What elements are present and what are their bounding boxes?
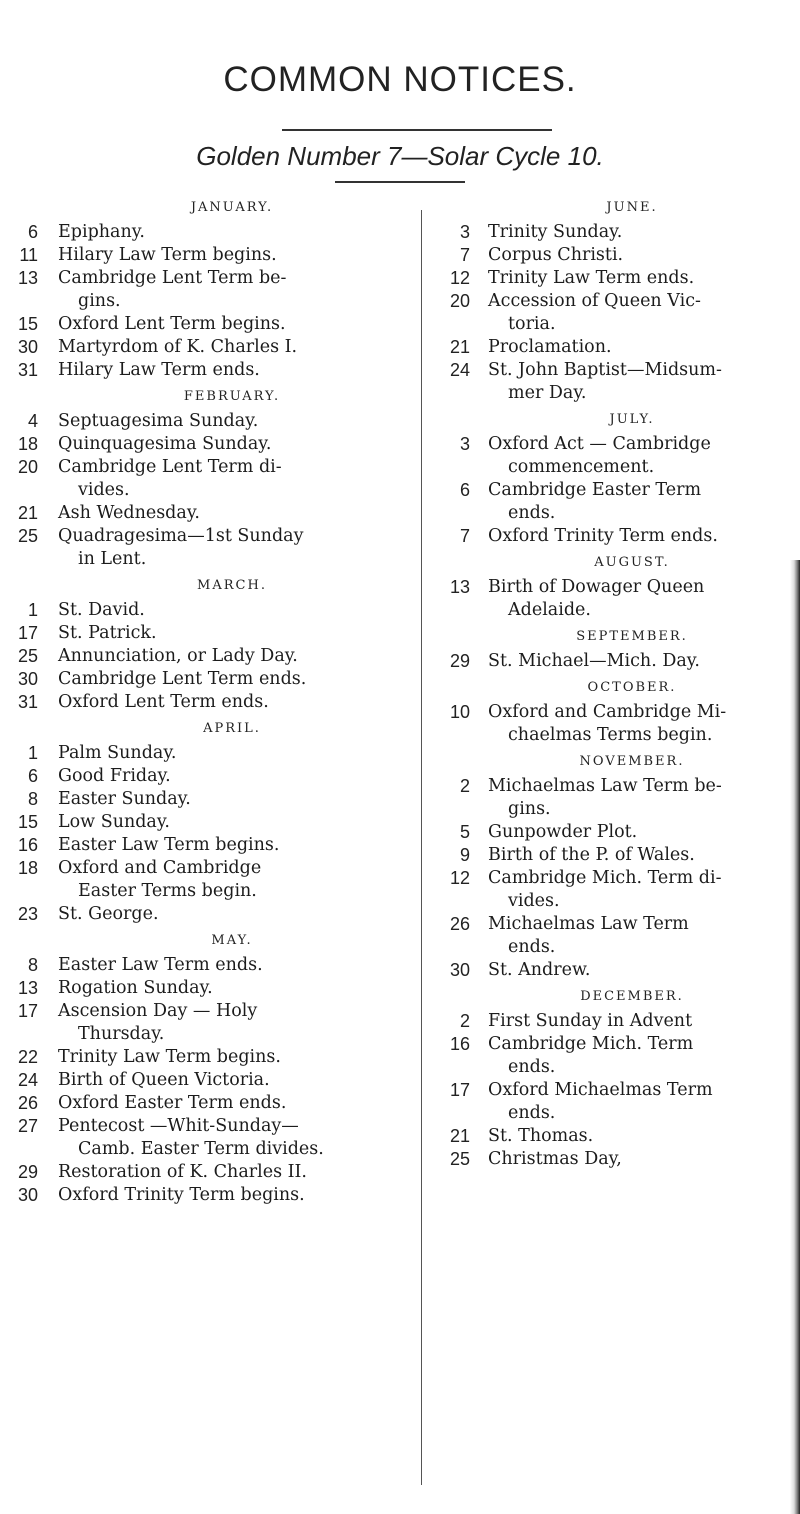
notice-entry	[10, 267, 418, 313]
entry-text	[488, 244, 798, 267]
entry-text	[58, 1069, 418, 1092]
entry-line: Cambridge Lent Term di-	[58, 457, 282, 477]
entry-line-continued: gins.	[508, 799, 551, 819]
notice-entry	[430, 336, 798, 359]
entry-day: 23	[17, 904, 38, 924]
notice-entry	[430, 359, 798, 405]
entry-text	[58, 954, 418, 977]
entry-text	[488, 525, 798, 548]
notice-entry	[430, 576, 798, 622]
entry-line: Cambridge Easter Term	[488, 480, 702, 500]
notice-entry	[10, 691, 418, 714]
entry-day: 20	[449, 291, 470, 311]
entry-line: Oxford Trinity Term ends.	[488, 526, 718, 546]
notice-entry	[10, 857, 418, 903]
entry-line: Septuagesima Sunday.	[58, 411, 259, 431]
month-heading: OCTOBER.	[587, 680, 677, 695]
entry-text	[58, 977, 418, 1000]
entry-text	[488, 1010, 798, 1033]
entry-line: Hilary Law Term ends.	[58, 360, 260, 380]
entry-text	[58, 502, 418, 525]
entry-line-continued: ends.	[508, 1103, 556, 1123]
entry-day: 3	[459, 434, 470, 454]
page-title: COMMON NOTICES.	[223, 60, 577, 99]
entry-line: Accession of Queen Vic-	[488, 291, 701, 311]
entry-day: 24	[17, 1070, 38, 1090]
entry-line-continued: toria.	[508, 314, 556, 334]
notice-entry	[430, 1148, 798, 1171]
entry-line-continued: in Lent.	[78, 549, 147, 569]
notice-entry	[430, 1033, 798, 1079]
month-heading: AUGUST.	[594, 555, 670, 570]
notice-entry	[430, 244, 798, 267]
entry-day: 24	[449, 360, 470, 380]
entry-text	[58, 433, 418, 456]
notice-entry	[10, 336, 418, 359]
entry-text	[488, 290, 798, 336]
notice-entry	[10, 359, 418, 382]
entry-day: 18	[17, 858, 38, 878]
entry-day: 17	[17, 623, 38, 643]
entry-day: 1	[27, 743, 38, 763]
entry-day: 30	[17, 337, 38, 357]
entry-day: 31	[17, 692, 38, 712]
notice-entry	[10, 1184, 418, 1207]
entry-day: 2	[459, 1011, 470, 1031]
entry-day: 13	[17, 268, 38, 288]
entry-day: 29	[17, 1162, 38, 1182]
notice-entry	[10, 1161, 418, 1184]
entry-line: Cambridge Mich. Term di-	[488, 868, 722, 888]
entry-line-continued: chaelmas Terms begin.	[508, 725, 713, 745]
notice-entry	[10, 1092, 418, 1115]
entry-day: 10	[449, 702, 470, 722]
entry-line: Oxford Lent Term ends.	[58, 692, 269, 712]
entry-day: 6	[459, 480, 470, 500]
entry-text	[58, 834, 418, 857]
entry-line-continued: Easter Terms begin.	[78, 881, 257, 901]
entry-day: 21	[449, 337, 470, 357]
notice-entry	[430, 290, 798, 336]
entry-line: Gunpowder Plot.	[488, 822, 638, 842]
notice-entry	[430, 701, 798, 747]
entry-day: 20	[17, 457, 38, 477]
right-column	[430, 193, 798, 1171]
entry-text	[488, 221, 798, 244]
entry-line: St. Michael—Mich. Day.	[488, 651, 700, 671]
entry-day: 22	[17, 1047, 38, 1067]
entry-line-continued: Thursday.	[78, 1024, 165, 1044]
entry-text	[58, 244, 418, 267]
entry-text	[488, 821, 798, 844]
entry-line: Oxford Trinity Term begins.	[58, 1185, 305, 1205]
entry-text	[58, 1161, 418, 1184]
entry-line: Rogation Sunday.	[58, 978, 213, 998]
entry-text	[488, 267, 798, 290]
notice-entry	[10, 599, 418, 622]
entry-day: 30	[449, 960, 470, 980]
entry-text	[488, 959, 798, 982]
entry-text	[488, 701, 798, 747]
entry-line: St. David.	[58, 600, 145, 620]
entry-line-continued: vides.	[508, 891, 560, 911]
entry-text	[58, 903, 418, 926]
entry-text	[488, 650, 798, 673]
title-rule	[282, 129, 552, 131]
entry-day: 25	[449, 1149, 470, 1169]
column-divider	[421, 210, 422, 1485]
notice-entry	[10, 1115, 418, 1161]
entry-day: 27	[17, 1116, 38, 1136]
entry-text	[58, 691, 418, 714]
entry-text	[58, 1115, 418, 1161]
entry-line: St. Patrick.	[58, 623, 157, 643]
notice-entry	[10, 622, 418, 645]
entry-text	[58, 456, 418, 502]
entry-line-continued: Camb. Easter Term divides.	[78, 1139, 324, 1159]
entry-day: 9	[459, 845, 470, 865]
entry-line: Trinity Law Term begins.	[58, 1047, 281, 1067]
entry-day: 12	[449, 268, 470, 288]
entry-line: Cambridge Mich. Term	[488, 1034, 694, 1054]
notice-entry	[430, 221, 798, 244]
notice-entry	[430, 844, 798, 867]
entry-text	[58, 525, 418, 571]
notice-entry	[10, 1000, 418, 1046]
notice-entry	[430, 433, 798, 479]
page-edge-shadow	[790, 560, 800, 1514]
entry-text	[58, 811, 418, 834]
entry-text	[58, 1184, 418, 1207]
entry-day: 8	[27, 955, 38, 975]
entry-text	[58, 788, 418, 811]
entry-line: Birth of Queen Victoria.	[58, 1070, 270, 1090]
entry-text	[488, 336, 798, 359]
month-heading: JULY.	[609, 412, 655, 427]
notice-entry	[430, 913, 798, 959]
entry-day: 31	[17, 360, 38, 380]
notice-entry	[10, 456, 418, 502]
entry-text	[488, 913, 798, 959]
entry-text	[58, 622, 418, 645]
entry-day: 6	[27, 222, 38, 242]
entry-line: Christmas Day,	[488, 1149, 622, 1169]
entry-text	[488, 1079, 798, 1125]
entry-line: Quinquagesima Sunday.	[58, 434, 272, 454]
entry-text	[58, 857, 418, 903]
notice-entry	[10, 811, 418, 834]
notice-entry	[430, 821, 798, 844]
notice-entry	[10, 1046, 418, 1069]
entry-line: St. Andrew.	[488, 960, 591, 980]
notice-entry	[430, 1125, 798, 1148]
entry-day: 16	[449, 1034, 470, 1054]
notice-entry	[10, 765, 418, 788]
notice-entry	[430, 1010, 798, 1033]
notice-entry	[430, 959, 798, 982]
entry-text	[58, 668, 418, 691]
notice-entry	[430, 650, 798, 673]
entry-day: 17	[449, 1080, 470, 1100]
notice-entry	[10, 244, 418, 267]
entry-text	[58, 1092, 418, 1115]
entry-line: Oxford Lent Term begins.	[58, 314, 286, 334]
entry-line: Ash Wednesday.	[58, 503, 200, 523]
entry-day: 13	[17, 978, 38, 998]
entry-day: 11	[19, 245, 38, 265]
month-heading: MARCH.	[197, 578, 267, 593]
notice-entry	[10, 410, 418, 433]
entry-text	[58, 267, 418, 313]
entry-line: Palm Sunday.	[58, 743, 177, 763]
month-heading: JUNE.	[606, 200, 658, 215]
entry-day: 1	[27, 600, 38, 620]
notice-entry	[10, 834, 418, 857]
month-heading: FEBRUARY.	[183, 389, 281, 404]
entry-line: Epiphany.	[58, 222, 145, 242]
entry-line: Oxford and Cambridge	[58, 858, 262, 878]
entry-text	[488, 359, 798, 405]
entry-day: 30	[17, 669, 38, 689]
notice-entry	[10, 742, 418, 765]
entry-day: 7	[459, 526, 470, 546]
entry-line: Easter Sunday.	[58, 789, 191, 809]
notice-entry	[10, 502, 418, 525]
notice-entry	[430, 775, 798, 821]
month-heading: NOVEMBER.	[579, 754, 685, 769]
entry-line: Restoration of K. Charles II.	[58, 1162, 307, 1182]
notice-entry	[10, 788, 418, 811]
entry-line-continued: commencement.	[508, 457, 655, 477]
entry-day: 21	[449, 1126, 470, 1146]
entry-line: Easter Law Term ends.	[58, 955, 263, 975]
entry-day: 17	[17, 1001, 38, 1021]
month-heading: SEPTEMBER.	[576, 629, 688, 644]
entry-day: 13	[449, 577, 470, 597]
entry-text	[488, 844, 798, 867]
entry-day: 25	[17, 646, 38, 666]
entry-day: 21	[17, 503, 38, 523]
entry-day: 25	[17, 526, 38, 546]
notice-entry	[10, 525, 418, 571]
entry-day: 26	[17, 1093, 38, 1113]
notice-entry	[430, 479, 798, 525]
notice-entry	[10, 645, 418, 668]
entry-text	[488, 576, 798, 622]
month-heading: APRIL.	[203, 721, 261, 736]
entry-text	[488, 1125, 798, 1148]
notice-entry	[10, 668, 418, 691]
entry-line-continued: ends.	[508, 1057, 556, 1077]
entry-text	[58, 1046, 418, 1069]
left-column	[10, 193, 418, 1207]
notice-entry	[10, 977, 418, 1000]
entry-day: 15	[17, 812, 38, 832]
entry-line: Good Friday.	[58, 766, 171, 786]
entry-line: Annunciation, or Lady Day.	[58, 646, 298, 666]
entry-day: 12	[449, 868, 470, 888]
notice-entry	[430, 867, 798, 913]
entry-line: Oxford Act — Cambridge	[488, 434, 711, 454]
entry-day: 4	[27, 411, 38, 431]
entry-line: Hilary Law Term begins.	[58, 245, 277, 265]
entry-line: Cambridge Lent Term be-	[58, 268, 287, 288]
entry-day: 15	[17, 314, 38, 334]
entry-line-continued: gins.	[78, 291, 121, 311]
entry-text	[488, 775, 798, 821]
entry-day: 5	[459, 822, 470, 842]
entry-day: 7	[459, 245, 470, 265]
entry-day: 16	[17, 835, 38, 855]
entry-day: 26	[449, 914, 470, 934]
entry-line: Trinity Sunday.	[488, 222, 623, 242]
entry-line: Oxford Michaelmas Term	[488, 1080, 713, 1100]
notice-entry	[10, 221, 418, 244]
subtitle-rule	[335, 181, 465, 183]
entry-text	[58, 765, 418, 788]
entry-day: 8	[27, 789, 38, 809]
notice-entry	[10, 313, 418, 336]
entry-text	[58, 359, 418, 382]
entry-line: Birth of Dowager Queen	[488, 577, 705, 597]
entry-text	[58, 1000, 418, 1046]
entry-line: Low Sunday.	[58, 812, 170, 832]
entry-line: Martyrdom of K. Charles I.	[58, 337, 298, 357]
entry-text	[488, 1148, 798, 1171]
entry-line: St. John Baptist—Midsum-	[488, 360, 722, 380]
month-heading: JANUARY.	[190, 200, 274, 215]
entry-line: St. George.	[58, 904, 159, 924]
entry-text	[488, 433, 798, 479]
entry-day: 30	[17, 1185, 38, 1205]
entry-line: First Sunday in Advent	[488, 1011, 693, 1031]
entry-line: Oxford Easter Term ends.	[58, 1093, 287, 1113]
month-heading: MAY.	[211, 933, 253, 948]
month-heading: DECEMBER.	[580, 989, 684, 1004]
entry-line: Oxford and Cambridge Mi-	[488, 702, 727, 722]
notice-entry	[10, 903, 418, 926]
entry-line: Pentecost —Whit-Sunday—	[58, 1116, 299, 1136]
entry-text	[488, 867, 798, 913]
entry-text	[488, 1033, 798, 1079]
entry-text	[58, 221, 418, 244]
entry-text	[58, 336, 418, 359]
entry-day: 3	[459, 222, 470, 242]
entry-text	[58, 742, 418, 765]
entry-line-continued: vides.	[78, 480, 130, 500]
entry-line: Easter Law Term begins.	[58, 835, 280, 855]
page-subtitle: Golden Number 7—Solar Cycle 10.	[196, 141, 604, 171]
entry-line: Quadragesima—1st Sunday	[58, 526, 304, 546]
entry-line-continued: ends.	[508, 503, 556, 523]
notice-entry	[10, 1069, 418, 1092]
entry-day: 6	[27, 766, 38, 786]
notice-entry	[10, 954, 418, 977]
entry-day: 2	[459, 776, 470, 796]
entry-line: Michaelmas Law Term	[488, 914, 689, 934]
entry-day: 29	[449, 651, 470, 671]
entry-line: St. Thomas.	[488, 1126, 594, 1146]
entry-text	[488, 479, 798, 525]
entry-line: Birth of the P. of Wales.	[488, 845, 695, 865]
notice-entry	[430, 1079, 798, 1125]
notice-entry	[430, 267, 798, 290]
notice-entry	[430, 525, 798, 548]
entry-line: Cambridge Lent Term ends.	[58, 669, 307, 689]
notice-entry	[10, 433, 418, 456]
entry-text	[58, 645, 418, 668]
entry-line: Trinity Law Term ends.	[488, 268, 695, 288]
entry-line: Proclamation.	[488, 337, 612, 357]
entry-day: 18	[17, 434, 38, 454]
entry-line-continued: Adelaide.	[508, 600, 591, 620]
entry-line-continued: ends.	[508, 937, 556, 957]
entry-line: Corpus Christi.	[488, 245, 624, 265]
entry-text	[58, 313, 418, 336]
entry-text	[58, 599, 418, 622]
entry-line: Ascension Day — Holy	[58, 1001, 258, 1021]
entry-line: Michaelmas Law Term be-	[488, 776, 722, 796]
entry-line-continued: mer Day.	[508, 383, 587, 403]
entry-text	[58, 410, 418, 433]
